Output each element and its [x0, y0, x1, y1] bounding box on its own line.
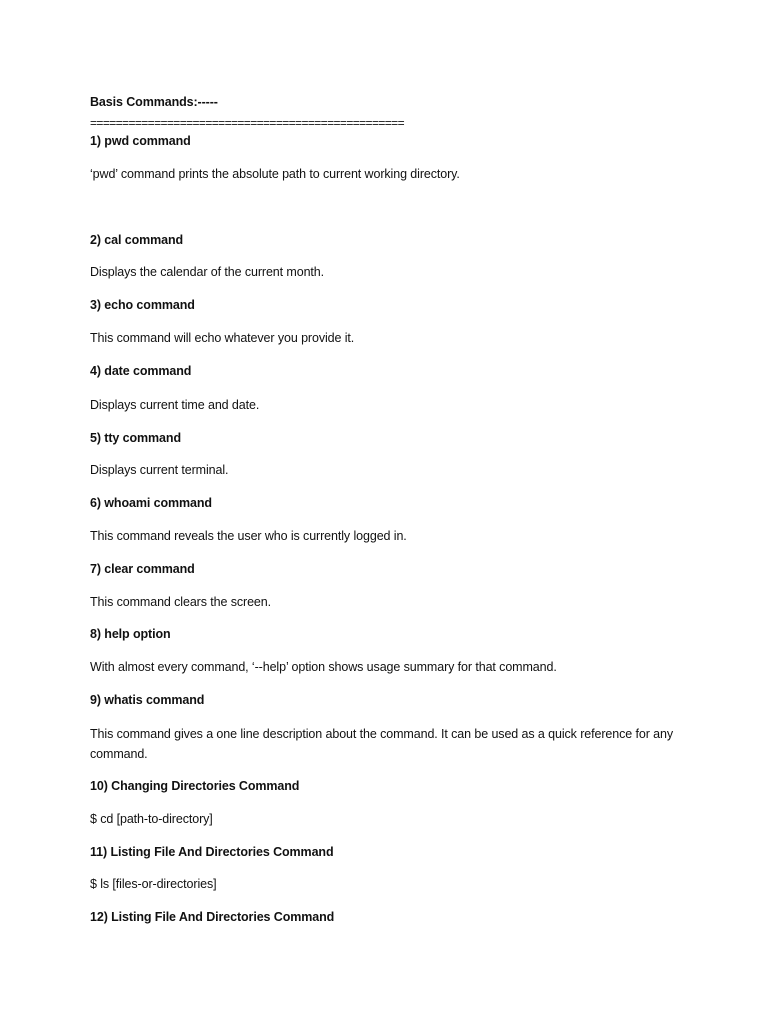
section-title-clear: 7) clear command [90, 562, 195, 576]
section-body-whoami: This command reveals the user who is currently logged in. [90, 529, 407, 543]
section-body-help: With almost every command, ‘--help’ option shows usage summary for that command. [90, 660, 557, 674]
section-body-pwd: ‘pwd’ command prints the absolute path to current working directory. [90, 167, 460, 181]
section-title-ls: 11) Listing File And Directories Command [90, 845, 334, 859]
section-title-date: 4) date command [90, 364, 192, 378]
section-body-cd: $ cd [path-to-directory] [90, 812, 213, 826]
section-title-cal: 2) cal command [90, 233, 184, 247]
section-body-cal: Displays the calendar of the current month. [90, 265, 325, 279]
section-title-ls-2: 12) Listing File And Directories Command [90, 910, 335, 924]
separator-line: ================================================= [90, 116, 404, 130]
section-body-clear: This command clears the screen. [90, 595, 272, 609]
section-title-tty: 5) tty command [90, 431, 181, 445]
section-title-whatis: 9) whatis command [90, 693, 205, 707]
section-body-echo: This command will echo whatever you provide it. [90, 331, 355, 345]
section-body-ls: $ ls [files-or-directories] [90, 877, 217, 891]
section-body-whatis: This command gives a one line description about the command. It can be used as a quick reference for any command. [90, 727, 673, 761]
section-title-cd: 10) Changing Directories Command [90, 779, 300, 793]
section-title-pwd: 1) pwd command [90, 134, 191, 148]
section-title-echo: 3) echo command [90, 298, 195, 312]
document-heading: Basis Commands:----- [90, 95, 218, 109]
section-body-tty: Displays current terminal. [90, 463, 229, 477]
section-title-help: 8) help option [90, 627, 171, 641]
section-title-whoami: 6) whoami command [90, 496, 212, 510]
section-body-date: Displays current time and date. [90, 398, 260, 412]
